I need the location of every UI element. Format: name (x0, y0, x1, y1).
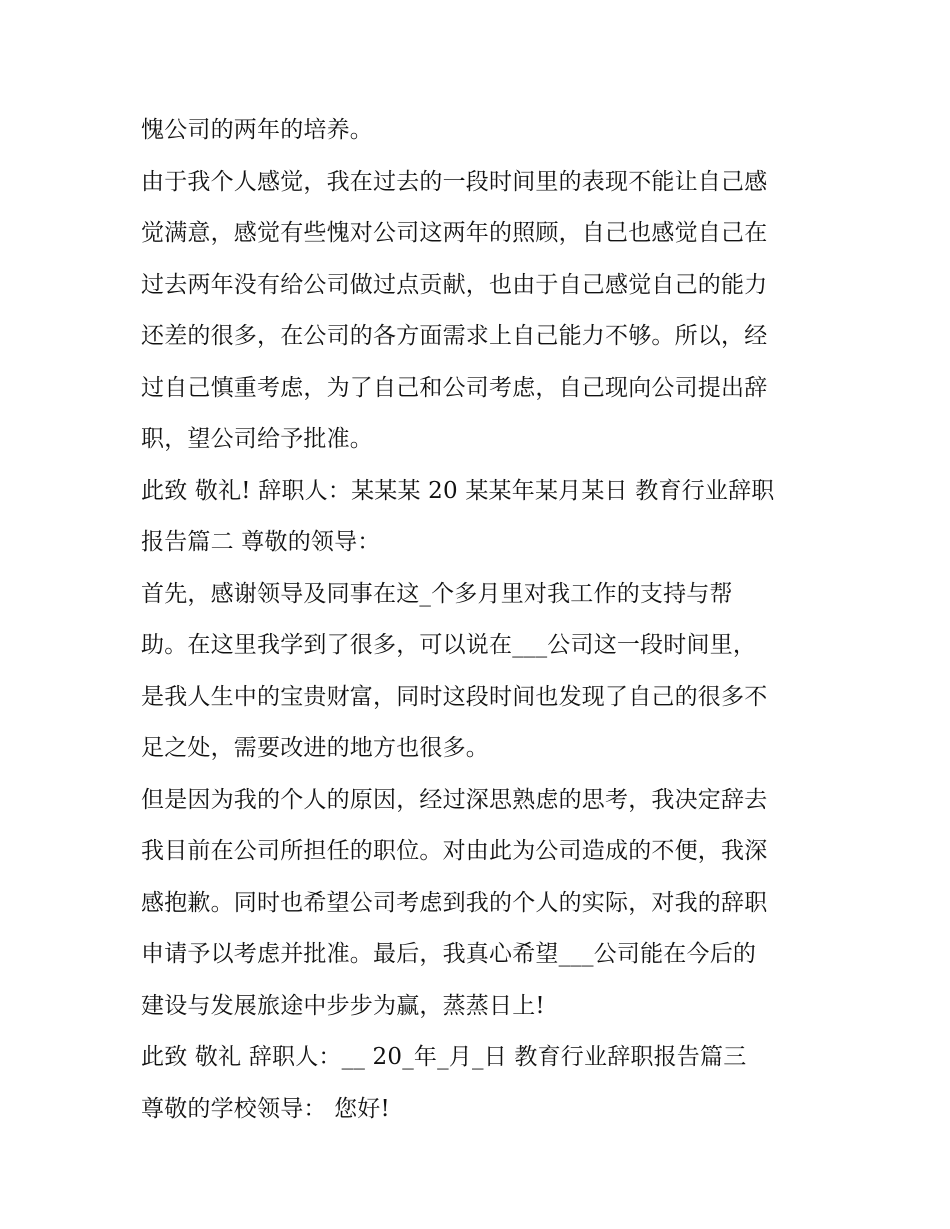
text-line: 但是因为我的个人的原因，经过深思熟虑的思考，我决定辞去 (141, 786, 768, 813)
text-line: 尊敬的学校领导： 您好! (141, 1095, 390, 1122)
text-line: 我目前在公司所担任的职位。对由此为公司造成的不便，我深 (141, 838, 768, 864)
text-line: 愧公司的两年的培养。 (141, 117, 373, 143)
text-line: 申请予以考虑并批准。最后，我真心希望___公司能在今后的 (141, 941, 757, 967)
text-line: 此致 敬礼 辞职人：__ 20_年_月_日 教育行业辞职报告篇三 (141, 1044, 747, 1070)
text-line: 报告篇二 尊敬的领导： (141, 529, 381, 555)
text-line: 首先，感谢领导及同事在这_个多月里对我工作的支持与帮 (141, 580, 733, 607)
text-line: 足之处，需要改进的地方也很多。 (141, 735, 489, 761)
text-line: 觉满意，感觉有些愧对公司这两年的照顾，自己也感觉自己在 (141, 220, 768, 246)
text-line: 过自己慎重考虑，为了自己和公司考虑，自己现向公司提出辞 (141, 374, 768, 401)
text-line: 助。在这里我学到了很多，可以说在___公司这一段时间里， (141, 632, 757, 658)
text-line: 职，望公司给予批准。 (141, 426, 373, 452)
text-line: 过去两年没有给公司做过点贡献，也由于自己感觉自己的能力 (141, 271, 768, 298)
text-line: 建设与发展旅途中步步为赢，蒸蒸日上! (141, 992, 545, 1019)
document-body (141, 105, 821, 1135)
text-line: 此致 敬礼! 辞职人：某某某 20 某某年某月某日 教育行业辞职 (141, 477, 775, 504)
text-line: 感抱歉。同时也希望公司考虑到我的个人的实际，对我的辞职 (141, 889, 768, 916)
text-line: 还差的很多，在公司的各方面需求上自己能力不够。所以，经 (141, 323, 768, 349)
text-line: 是我人生中的宝贵财富，同时这段时间也发现了自己的很多不 (141, 683, 768, 710)
text-line: 由于我个人感觉，我在过去的一段时间里的表现不能让自己感 (141, 168, 768, 195)
